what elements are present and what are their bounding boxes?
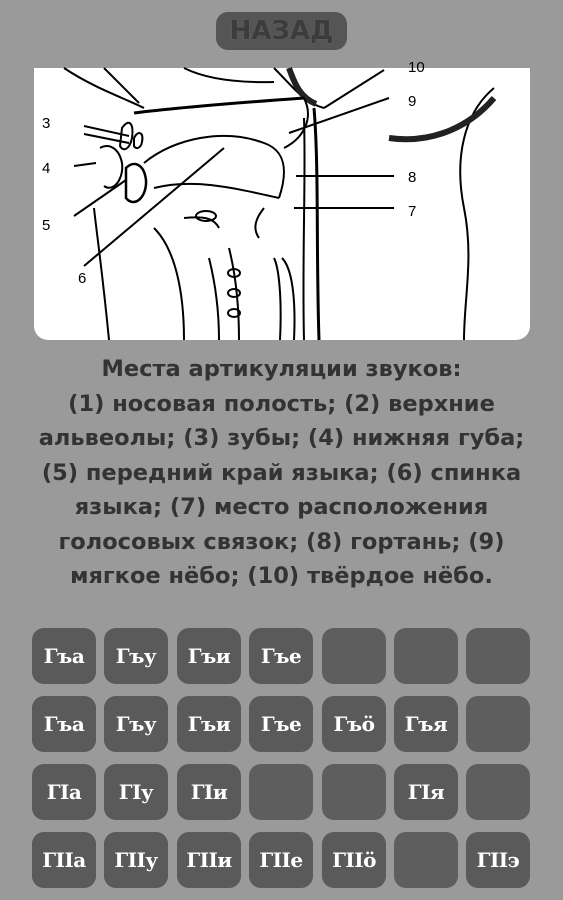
caption-line: (1) носовая полость; (2) верхние [68, 390, 495, 417]
caption-line: мягкое нёбо; (10) твёрдое нёбо. [70, 563, 493, 589]
sound-button[interactable]: ГӀа [32, 764, 96, 820]
head-cross-section-illustration [34, 59, 530, 340]
sound-button[interactable]: Гъа [32, 696, 96, 752]
empty-sound-slot [394, 832, 458, 888]
sound-button[interactable]: ГӀӀе [249, 832, 313, 888]
sound-button[interactable]: ГӀу [104, 764, 168, 820]
empty-sound-slot [466, 628, 530, 684]
sound-button[interactable]: ГӀӀэ [466, 832, 530, 888]
sound-button[interactable]: Гъу [104, 628, 168, 684]
sound-button[interactable]: ГӀӀи [177, 832, 241, 888]
articulation-caption [0, 352, 563, 594]
empty-sound-slot [322, 764, 386, 820]
diagram-label-4: 4 [42, 160, 51, 177]
sound-button[interactable]: Гъя [394, 696, 458, 752]
empty-sound-slot [394, 628, 458, 684]
sound-button[interactable]: ГӀӀу [104, 832, 168, 888]
sound-button[interactable]: ГӀӀӧ [322, 832, 386, 888]
diagram-label-8: 8 [408, 169, 417, 186]
sound-button[interactable]: Гъӧ [322, 696, 386, 752]
sound-button[interactable]: Гъе [249, 628, 313, 684]
sound-button[interactable]: Гъи [177, 696, 241, 752]
empty-sound-slot [249, 764, 313, 820]
back-button[interactable]: НАЗАД [216, 12, 347, 50]
articulation-diagram [34, 59, 530, 340]
sound-button[interactable]: Гъу [104, 696, 168, 752]
sound-button[interactable]: Гъе [249, 696, 313, 752]
caption-line: (5) передний край языка; (6) спинка [41, 459, 522, 486]
caption-title: Места артикуляции звуков: [101, 356, 462, 382]
sound-button[interactable]: ГӀи [177, 764, 241, 820]
caption-line: языка; (7) место расположения [74, 494, 489, 520]
empty-sound-slot [322, 628, 386, 684]
empty-sound-slot [466, 696, 530, 752]
sound-button[interactable]: Гъа [32, 628, 96, 684]
diagram-label-9: 9 [408, 93, 417, 110]
diagram-label-6: 6 [78, 270, 87, 287]
diagram-label-5: 5 [42, 217, 51, 234]
sound-button[interactable]: Гъи [177, 628, 241, 684]
diagram-label-10: 10 [408, 59, 425, 76]
caption-line: альвеолы; (3) зубы; (4) нижняя губа; [38, 425, 525, 451]
diagram-label-7: 7 [408, 203, 417, 220]
sound-button[interactable]: ГӀӀа [32, 832, 96, 888]
sound-button[interactable]: ГӀя [394, 764, 458, 820]
diagram-label-3: 3 [42, 115, 51, 132]
empty-sound-slot [466, 764, 530, 820]
caption-line: голосовых связок; (8) гортань; (9) [58, 528, 505, 555]
